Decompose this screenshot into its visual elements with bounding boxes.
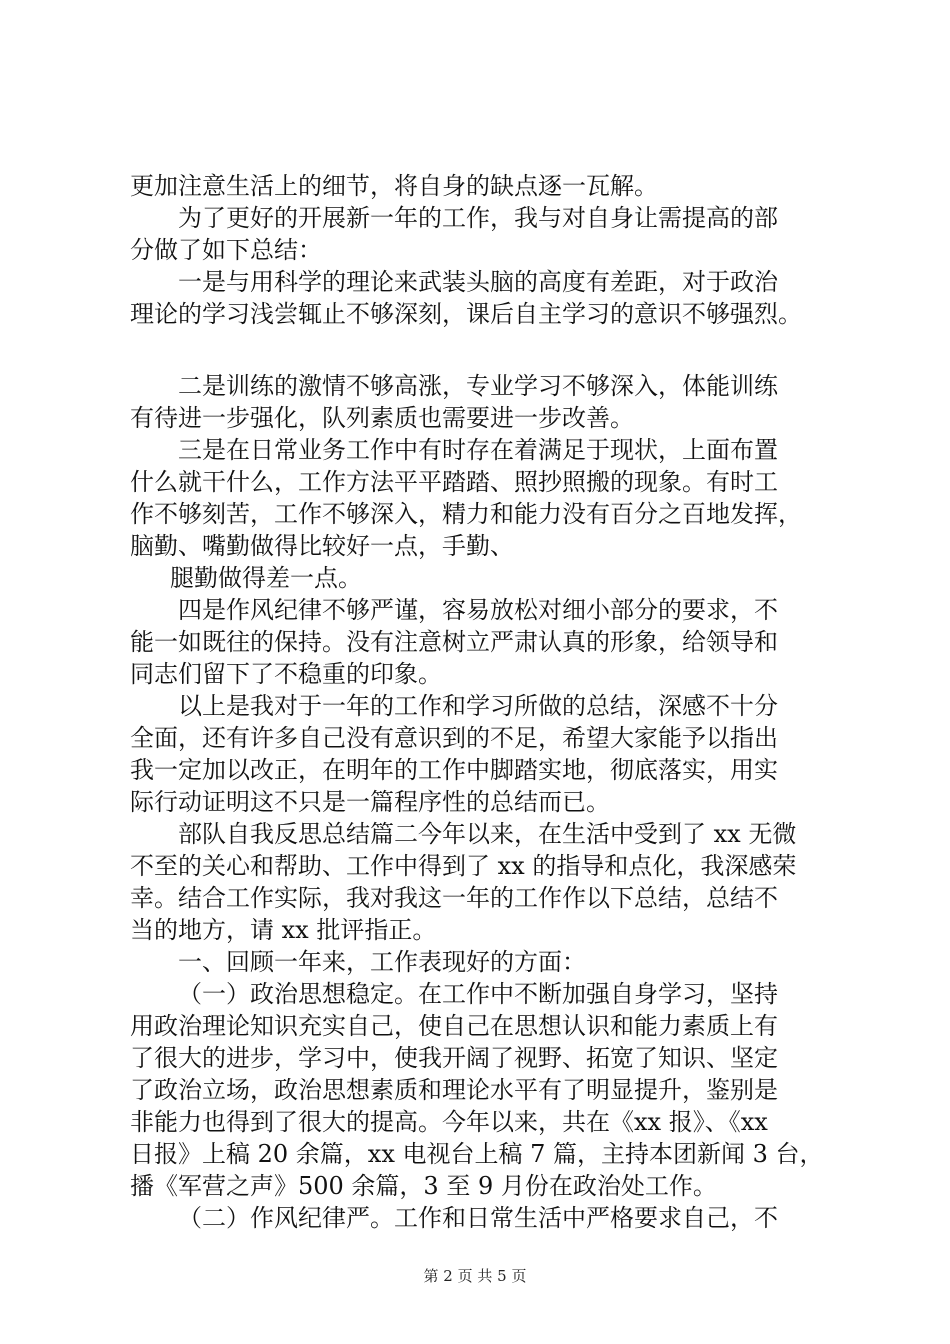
text-line: 际行动证明这不只是一篇程序性的总结而已。 xyxy=(130,788,610,816)
text-line: （二）作风纪律严。工作和日常生活中严格要求自己，不 xyxy=(178,1204,778,1232)
text-line: 一、回顾一年来，工作表现好的方面： xyxy=(178,948,586,976)
text-line: 腿勤做得差一点。 xyxy=(170,564,362,592)
text-line: 了政治立场，政治思想素质和理论水平有了明显提升，鉴别是 xyxy=(130,1076,778,1104)
document-body xyxy=(130,170,830,1234)
text-line: 用政治理论知识充实自己，使自己在思想认识和能力素质上有 xyxy=(130,1012,778,1040)
text-line: 三是在日常业务工作中有时存在着满足于现状，上面布置 xyxy=(178,436,778,464)
text-line: 部队自我反思总结篇二今年以来，在生活中受到了 xx 无微 xyxy=(178,820,797,848)
text-line: 四是作风纪律不够严谨，容易放松对细小部分的要求，不 xyxy=(178,596,778,624)
text-line: 什么就干什么，工作方法平平踏踏、照抄照搬的现象。有时工 xyxy=(130,468,778,496)
text-line: 脑勤、嘴勤做得比较好一点，手勤、 xyxy=(130,532,514,560)
text-line: 同志们留下了不稳重的印象。 xyxy=(130,660,442,688)
text-line: 当的地方，请 xx 批评指正。 xyxy=(130,916,437,944)
text-line: 非能力也得到了很大的提高。今年以来，共在《xx 报》、《xx xyxy=(130,1108,768,1136)
text-line: 播《军营之声》500 余篇，3 至 9 月份在政治处工作。 xyxy=(130,1172,717,1200)
text-line: 一是与用科学的理论来武装头脑的高度有差距，对于政治 xyxy=(178,268,778,296)
text-line: 更加注意生活上的细节，将自身的缺点逐一瓦解。 xyxy=(130,172,658,200)
text-line: 作不够刻苦，工作不够深入，精力和能力没有百分之百地发挥， xyxy=(130,500,802,528)
text-line: 理论的学习浅尝辄止不够深刻，课后自主学习的意识不够强烈。 xyxy=(130,300,802,328)
paragraph-gap xyxy=(130,330,830,370)
text-line: 了很大的进步，学习中，使我开阔了视野、拓宽了知识、坚定 xyxy=(130,1044,778,1072)
text-line: 以上是我对于一年的工作和学习所做的总结，深感不十分 xyxy=(178,692,778,720)
text-line: 能一如既往的保持。没有注意树立严肃认真的形象，给领导和 xyxy=(130,628,778,656)
text-line: 日报》上稿 20 余篇，xx 电视台上稿 7 篇，主持本团新闻 3 台， xyxy=(130,1140,824,1168)
text-line: 不至的关心和帮助、工作中得到了 xx 的指导和点化，我深感荣 xyxy=(130,852,797,880)
text-line: 全面，还有许多自己没有意识到的不足，希望大家能予以指出 xyxy=(130,724,778,752)
text-line: 有待进一步强化，队列素质也需要进一步改善。 xyxy=(130,404,634,432)
text-line: 二是训练的激情不够高涨，专业学习不够深入，体能训练 xyxy=(178,372,778,400)
text-line: 幸。结合工作实际，我对我这一年的工作作以下总结，总结不 xyxy=(130,884,778,912)
page-number-footer: 第 2 页 共 5 页 xyxy=(423,1267,527,1285)
text-line: 我一定加以改正，在明年的工作中脚踏实地，彻底落实，用实 xyxy=(130,756,778,784)
text-line: （一）政治思想稳定。在工作中不断加强自身学习，坚持 xyxy=(178,980,778,1008)
text-line: 为了更好的开展新一年的工作，我与对自身让需提高的部 xyxy=(178,204,778,232)
text-line: 分做了如下总结： xyxy=(130,236,322,264)
